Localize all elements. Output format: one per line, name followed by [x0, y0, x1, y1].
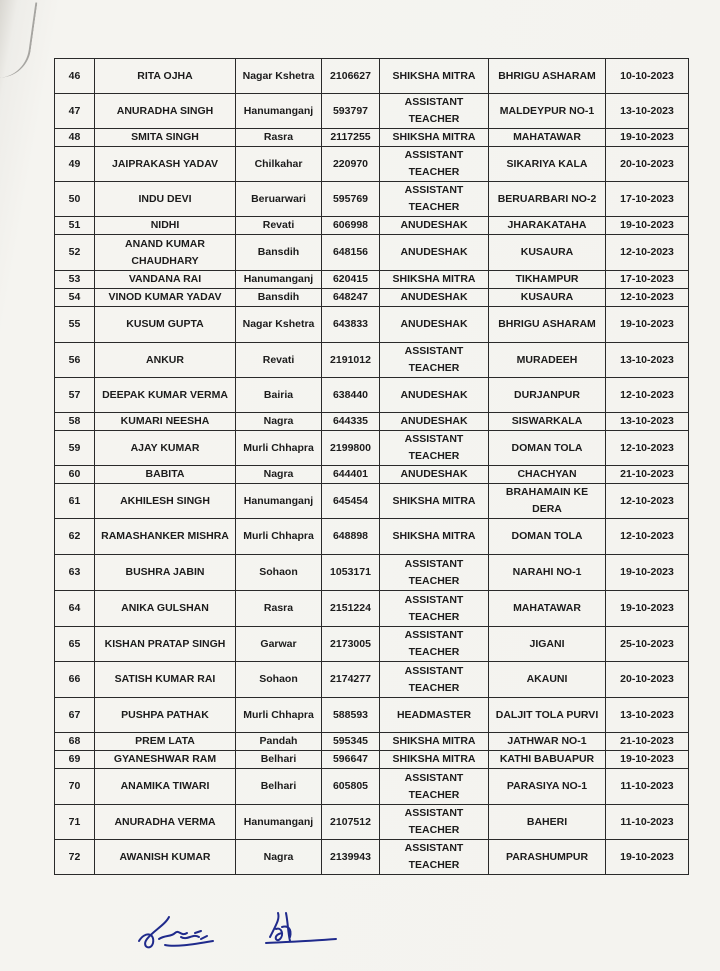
cell-school: KATHI BABUAPUR: [489, 751, 606, 769]
table-row: [55, 733, 689, 751]
cell-employee-name: SMITA SINGH: [95, 129, 236, 147]
table-row: [55, 484, 689, 519]
cell-employee-name: PREM LATA: [95, 733, 236, 751]
table-row: [55, 662, 689, 698]
cell-employee-id: 2107512: [322, 805, 380, 840]
table-row: [55, 805, 689, 840]
cell-designation: SHIKSHA MITRA: [380, 271, 489, 289]
cell-school: JIGANI: [489, 627, 606, 662]
cell-serial-number: 51: [55, 217, 95, 235]
cell-serial-number: 69: [55, 751, 95, 769]
cell-designation: ASSISTANT TEACHER: [380, 343, 489, 378]
cell-designation: ANUDESHAK: [380, 289, 489, 307]
cell-date: 13-10-2023: [606, 343, 689, 378]
cell-designation: SHIKSHA MITRA: [380, 59, 489, 94]
cell-school: BHRIGU ASHARAM: [489, 307, 606, 343]
cell-school: DURJANPUR: [489, 378, 606, 413]
cell-serial-number: 46: [55, 59, 95, 94]
cell-date: 19-10-2023: [606, 751, 689, 769]
cell-designation: SHIKSHA MITRA: [380, 519, 489, 555]
table-row: [55, 59, 689, 94]
table-row: [55, 466, 689, 484]
cell-employee-name: KUMARI NEESHA: [95, 413, 236, 431]
cell-employee-id: 605805: [322, 769, 380, 805]
cell-school: MURADEEH: [489, 343, 606, 378]
cell-employee-name: PUSHPA PATHAK: [95, 698, 236, 733]
cell-serial-number: 55: [55, 307, 95, 343]
cell-date: 25-10-2023: [606, 627, 689, 662]
cell-block: Rasra: [236, 591, 322, 627]
table-row: [55, 413, 689, 431]
cell-block: Hanumanganj: [236, 94, 322, 129]
cell-school: PARASHUMPUR: [489, 840, 606, 875]
cell-serial-number: 59: [55, 431, 95, 466]
cell-designation: ASSISTANT TEACHER: [380, 182, 489, 217]
cell-school: MAHATAWAR: [489, 591, 606, 627]
cell-school: NARAHI NO-1: [489, 555, 606, 591]
cell-employee-name: AWANISH KUMAR: [95, 840, 236, 875]
cell-designation: ASSISTANT TEACHER: [380, 769, 489, 805]
cell-employee-id: 606998: [322, 217, 380, 235]
cell-block: Murli Chhapra: [236, 431, 322, 466]
cell-serial-number: 71: [55, 805, 95, 840]
cell-employee-name: RAMASHANKER MISHRA: [95, 519, 236, 555]
table-row: [55, 378, 689, 413]
cell-school: BRAHAMAIN KE DERA: [489, 484, 606, 519]
cell-employee-id: 643833: [322, 307, 380, 343]
cell-date: 11-10-2023: [606, 769, 689, 805]
cell-block: Murli Chhapra: [236, 698, 322, 733]
cell-employee-id: 220970: [322, 147, 380, 182]
cell-serial-number: 66: [55, 662, 95, 698]
cell-block: Nagra: [236, 840, 322, 875]
cell-serial-number: 72: [55, 840, 95, 875]
table-row: [55, 217, 689, 235]
cell-date: 17-10-2023: [606, 182, 689, 217]
cell-school: DOMAN TOLA: [489, 431, 606, 466]
table-row: [55, 235, 689, 271]
cell-date: 13-10-2023: [606, 413, 689, 431]
cell-designation: ASSISTANT TEACHER: [380, 431, 489, 466]
cell-employee-id: 595345: [322, 733, 380, 751]
cell-block: Belhari: [236, 751, 322, 769]
cell-date: 19-10-2023: [606, 307, 689, 343]
cell-block: Pandah: [236, 733, 322, 751]
cell-designation: ASSISTANT TEACHER: [380, 662, 489, 698]
table-row: [55, 627, 689, 662]
cell-employee-name: KISHAN PRATAP SINGH: [95, 627, 236, 662]
cell-school: SIKARIYA KALA: [489, 147, 606, 182]
cell-designation: ASSISTANT TEACHER: [380, 805, 489, 840]
cell-employee-id: 595769: [322, 182, 380, 217]
cell-block: Chilkahar: [236, 147, 322, 182]
cell-serial-number: 65: [55, 627, 95, 662]
cell-employee-name: VINOD KUMAR YADAV: [95, 289, 236, 307]
cell-employee-name: DEEPAK KUMAR VERMA: [95, 378, 236, 413]
cell-employee-id: 2199800: [322, 431, 380, 466]
cell-employee-id: 2191012: [322, 343, 380, 378]
cell-designation: ANUDESHAK: [380, 307, 489, 343]
cell-employee-id: 2174277: [322, 662, 380, 698]
cell-employee-id: 648247: [322, 289, 380, 307]
table-row: [55, 129, 689, 147]
table-row: [55, 840, 689, 875]
cell-block: Rasra: [236, 129, 322, 147]
cell-date: 12-10-2023: [606, 235, 689, 271]
table-row: [55, 307, 689, 343]
cell-serial-number: 56: [55, 343, 95, 378]
cell-designation: ASSISTANT TEACHER: [380, 555, 489, 591]
cell-block: Bansdih: [236, 235, 322, 271]
cell-serial-number: 52: [55, 235, 95, 271]
cell-designation: ASSISTANT TEACHER: [380, 591, 489, 627]
table-row: [55, 94, 689, 129]
cell-date: 13-10-2023: [606, 698, 689, 733]
cell-designation: ASSISTANT TEACHER: [380, 627, 489, 662]
cell-employee-id: 2117255: [322, 129, 380, 147]
cell-date: 19-10-2023: [606, 555, 689, 591]
teacher-list-table: [54, 58, 689, 875]
cell-serial-number: 64: [55, 591, 95, 627]
cell-block: Belhari: [236, 769, 322, 805]
cell-date: 21-10-2023: [606, 466, 689, 484]
cell-serial-number: 48: [55, 129, 95, 147]
cell-designation: ASSISTANT TEACHER: [380, 840, 489, 875]
table-row: [55, 519, 689, 555]
cell-designation: ASSISTANT TEACHER: [380, 147, 489, 182]
cell-employee-name: JAIPRAKASH YADAV: [95, 147, 236, 182]
cell-employee-name: ANIKA GULSHAN: [95, 591, 236, 627]
cell-block: Murli Chhapra: [236, 519, 322, 555]
cell-school: MALDEYPUR NO-1: [489, 94, 606, 129]
cell-designation: ANUDESHAK: [380, 217, 489, 235]
cell-date: 11-10-2023: [606, 805, 689, 840]
table-row: [55, 182, 689, 217]
cell-date: 12-10-2023: [606, 289, 689, 307]
cell-employee-id: 2151224: [322, 591, 380, 627]
cell-date: 12-10-2023: [606, 519, 689, 555]
cell-employee-name: ANURADHA SINGH: [95, 94, 236, 129]
cell-serial-number: 63: [55, 555, 95, 591]
cell-block: Garwar: [236, 627, 322, 662]
cell-employee-name: GYANESHWAR RAM: [95, 751, 236, 769]
cell-designation: HEADMASTER: [380, 698, 489, 733]
signature-2: [262, 909, 342, 953]
cell-employee-id: 596647: [322, 751, 380, 769]
cell-employee-name: KUSUM GUPTA: [95, 307, 236, 343]
cell-school: JHARAKATAHA: [489, 217, 606, 235]
cell-serial-number: 54: [55, 289, 95, 307]
cell-designation: SHIKSHA MITRA: [380, 733, 489, 751]
cell-date: 20-10-2023: [606, 147, 689, 182]
table-row: [55, 289, 689, 307]
cell-block: Hanumanganj: [236, 271, 322, 289]
table-row: [55, 698, 689, 733]
cell-date: 21-10-2023: [606, 733, 689, 751]
cell-employee-id: 644401: [322, 466, 380, 484]
cell-school: JATHWAR NO-1: [489, 733, 606, 751]
cell-block: Bansdih: [236, 289, 322, 307]
cell-school: BHRIGU ASHARAM: [489, 59, 606, 94]
signature-1: [135, 911, 225, 953]
cell-block: Hanumanganj: [236, 484, 322, 519]
cell-employee-id: 588593: [322, 698, 380, 733]
cell-block: Hanumanganj: [236, 805, 322, 840]
cell-date: 19-10-2023: [606, 591, 689, 627]
table-row: [55, 147, 689, 182]
cell-employee-id: 1053171: [322, 555, 380, 591]
cell-employee-name: NIDHI: [95, 217, 236, 235]
cell-employee-name: ANURADHA VERMA: [95, 805, 236, 840]
table-row: [55, 431, 689, 466]
table-row: [55, 751, 689, 769]
cell-block: Sohaon: [236, 662, 322, 698]
cell-block: Revati: [236, 343, 322, 378]
cell-block: Sohaon: [236, 555, 322, 591]
cell-employee-id: 2139943: [322, 840, 380, 875]
cell-school: TIKHAMPUR: [489, 271, 606, 289]
cell-employee-id: 2173005: [322, 627, 380, 662]
cell-employee-name: AKHILESH SINGH: [95, 484, 236, 519]
cell-serial-number: 68: [55, 733, 95, 751]
cell-block: Nagar Kshetra: [236, 307, 322, 343]
cell-employee-name: AJAY KUMAR: [95, 431, 236, 466]
cell-serial-number: 67: [55, 698, 95, 733]
cell-designation: SHIKSHA MITRA: [380, 129, 489, 147]
cell-block: Revati: [236, 217, 322, 235]
cell-serial-number: 49: [55, 147, 95, 182]
cell-employee-name: ANAMIKA TIWARI: [95, 769, 236, 805]
cell-date: 12-10-2023: [606, 431, 689, 466]
table-row: [55, 769, 689, 805]
cell-designation: ANUDESHAK: [380, 466, 489, 484]
cell-school: BAHERI: [489, 805, 606, 840]
cell-school: PARASIYA NO-1: [489, 769, 606, 805]
cell-school: DOMAN TOLA: [489, 519, 606, 555]
cell-date: 19-10-2023: [606, 840, 689, 875]
cell-date: 10-10-2023: [606, 59, 689, 94]
cell-date: 17-10-2023: [606, 271, 689, 289]
cell-block: Nagar Kshetra: [236, 59, 322, 94]
cell-school: CHACHYAN: [489, 466, 606, 484]
cell-employee-id: 648156: [322, 235, 380, 271]
cell-block: Nagra: [236, 413, 322, 431]
table-body: [55, 59, 689, 875]
table-row: [55, 343, 689, 378]
cell-block: Beruarwari: [236, 182, 322, 217]
cell-employee-id: 644335: [322, 413, 380, 431]
cell-serial-number: 70: [55, 769, 95, 805]
cell-serial-number: 60: [55, 466, 95, 484]
cell-employee-name: VANDANA RAI: [95, 271, 236, 289]
cell-date: 12-10-2023: [606, 484, 689, 519]
cell-designation: SHIKSHA MITRA: [380, 751, 489, 769]
cell-serial-number: 61: [55, 484, 95, 519]
cell-designation: ANUDESHAK: [380, 235, 489, 271]
cell-employee-name: BUSHRA JABIN: [95, 555, 236, 591]
cell-employee-name: INDU DEVI: [95, 182, 236, 217]
cell-serial-number: 47: [55, 94, 95, 129]
cell-date: 13-10-2023: [606, 94, 689, 129]
cell-serial-number: 50: [55, 182, 95, 217]
cell-employee-name: ANAND KUMAR CHAUDHARY: [95, 235, 236, 271]
cell-employee-id: 645454: [322, 484, 380, 519]
cell-date: 20-10-2023: [606, 662, 689, 698]
cell-school: SISWARKALA: [489, 413, 606, 431]
cell-school: AKAUNI: [489, 662, 606, 698]
cell-employee-name: SATISH KUMAR RAI: [95, 662, 236, 698]
cell-serial-number: 58: [55, 413, 95, 431]
cell-school: BERUARBARI NO-2: [489, 182, 606, 217]
cell-employee-id: 593797: [322, 94, 380, 129]
cell-employee-id: 648898: [322, 519, 380, 555]
cell-employee-id: 620415: [322, 271, 380, 289]
cell-school: DALJIT TOLA PURVI: [489, 698, 606, 733]
cell-designation: ANUDESHAK: [380, 413, 489, 431]
cell-serial-number: 62: [55, 519, 95, 555]
cell-serial-number: 57: [55, 378, 95, 413]
cell-date: 19-10-2023: [606, 217, 689, 235]
cell-designation: ASSISTANT TEACHER: [380, 94, 489, 129]
cell-employee-id: 638440: [322, 378, 380, 413]
cell-employee-id: 2106627: [322, 59, 380, 94]
table-row: [55, 555, 689, 591]
cell-school: KUSAURA: [489, 289, 606, 307]
cell-school: MAHATAWAR: [489, 129, 606, 147]
cell-serial-number: 53: [55, 271, 95, 289]
cell-date: 19-10-2023: [606, 129, 689, 147]
table-row: [55, 271, 689, 289]
cell-designation: ANUDESHAK: [380, 378, 489, 413]
cell-date: 12-10-2023: [606, 378, 689, 413]
cell-school: KUSAURA: [489, 235, 606, 271]
cell-employee-name: ANKUR: [95, 343, 236, 378]
cell-block: Bairia: [236, 378, 322, 413]
cell-employee-name: RITA OJHA: [95, 59, 236, 94]
cell-designation: SHIKSHA MITRA: [380, 484, 489, 519]
table-row: [55, 591, 689, 627]
cell-block: Nagra: [236, 466, 322, 484]
cell-employee-name: BABITA: [95, 466, 236, 484]
